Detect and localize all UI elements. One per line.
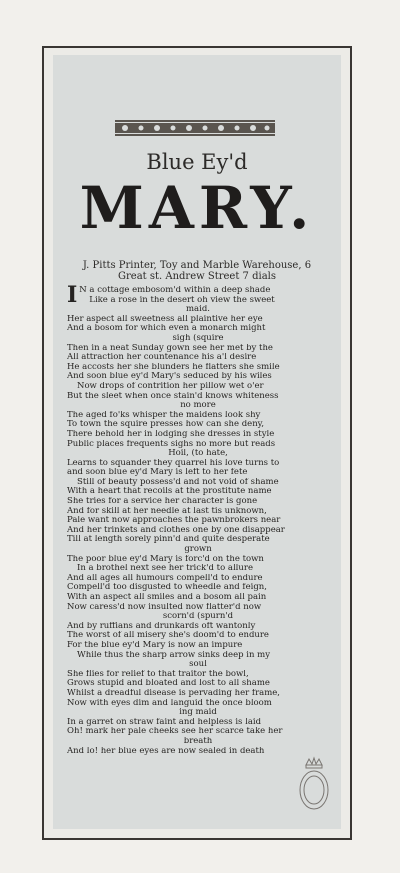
poem-line: scorn'd (spurn'd bbox=[162, 612, 234, 622]
poem-line: Compell'd too disgusted to wheedle and feign, bbox=[67, 583, 267, 593]
poem-line: In a brothel next see her trick'd to allure bbox=[77, 564, 253, 574]
poem-line: Her aspect all sweetness all plaintive her eye bbox=[67, 314, 263, 324]
poem-line: Pale want now approaches the pawnbrokers near bbox=[67, 516, 281, 526]
poem-line: And for skill at her needle at last tis unknown, bbox=[67, 506, 267, 516]
poem-line: Grows stupid and bloated and lost to all shame bbox=[67, 679, 270, 689]
poem-line: Then in a neat Sunday gown see her met by the bbox=[67, 343, 273, 353]
poem-line: There behold her in lodging she dresses in style bbox=[67, 429, 275, 439]
poem-line: The poor blue ey'd Mary is forc'd on the town bbox=[67, 554, 264, 564]
poem-line: With a heart that recoils at the prostitute name bbox=[67, 487, 272, 497]
imprint-line-1: J. Pitts Printer, Toy and Marble Warehouse, 6 bbox=[82, 260, 312, 271]
title-subheading: Blue Ey'd bbox=[146, 150, 248, 174]
poem-line: grown bbox=[184, 545, 212, 555]
drop-cap: I bbox=[67, 282, 78, 308]
poem-line: N a cottage embosom'd within a deep shade bbox=[79, 286, 271, 295]
printer-imprint bbox=[59, 260, 335, 282]
poem-line: And lo! her blue eyes are now sealed in death bbox=[67, 746, 265, 756]
poem-line: All attraction her countenance his a'l desire bbox=[67, 353, 257, 363]
poem-line: The worst of all misery she's doom'd to endure bbox=[67, 631, 269, 641]
poem-line: breath bbox=[183, 736, 213, 746]
poem-line: And a bosom for which even a monarch might bbox=[67, 324, 266, 334]
poem-line: To town the squire presses how can she deny, bbox=[67, 420, 265, 430]
poem-line: And her trinkets and clothes one by one disappear bbox=[67, 525, 285, 535]
poem-line: Hoil, (to hate, bbox=[168, 449, 228, 459]
poem-line: While thus the sharp arrow sinks deep in my bbox=[77, 650, 271, 660]
poem-line: He accosts her she blunders he flatters she smile bbox=[67, 362, 280, 372]
poem-line: sigh (squire bbox=[172, 333, 224, 343]
poem-line: Oh! mark her pale cheeks see her scarce take her bbox=[67, 727, 283, 737]
poem-line: She tries for a service her character is gone bbox=[67, 497, 258, 507]
poem-line: She flies for relief to that traitor the bowl, bbox=[67, 669, 249, 679]
poem-line: And soon blue ey'd Mary's seduced by his wiles bbox=[67, 372, 272, 382]
poem-line: Now with eyes dim and languid the once bloom bbox=[67, 698, 272, 708]
title-main: MARY. bbox=[79, 174, 315, 242]
poem-line: Whilst a dreadful disease is pervading her frame, bbox=[67, 688, 280, 698]
poem-line: Public places frequents sighs no more but reads bbox=[67, 439, 276, 449]
poem-line: For the blue ey'd Mary is now an impure bbox=[67, 640, 243, 650]
poem-line: Now drops of contrition her pillow wet o'er bbox=[77, 381, 264, 391]
poem-line: ing maid bbox=[179, 708, 217, 718]
poem-line: And by ruffians and drunkards oft wantonly bbox=[67, 621, 256, 631]
poem-line: Still of beauty possess'd and not void of shame bbox=[77, 477, 279, 487]
poem-line: And all ages all humours compell'd to endure bbox=[67, 573, 263, 583]
poem-line: In a garret on straw faint and helpless is laid bbox=[67, 717, 262, 727]
poem-line: Now caress'd now insulted now flatter'd now bbox=[67, 602, 262, 612]
decorative-ornament-bar bbox=[115, 120, 275, 136]
imprint-line-2: Great st. Andrew Street 7 dials bbox=[118, 271, 276, 282]
poem-line: Like a rose in the desert oh view the sweet bbox=[89, 295, 275, 305]
poem-line: But the sleet when once stain'd knows whiteness bbox=[67, 391, 279, 401]
poem-line: and soon blue ey'd Mary is left to her fete bbox=[67, 468, 248, 478]
poem-line: no more bbox=[180, 401, 216, 411]
mount-frame bbox=[42, 46, 352, 840]
poem-line: Till at length sorely pinn'd and quite desperate bbox=[67, 535, 270, 545]
poem-line: maid. bbox=[186, 305, 210, 315]
poem-line: With an aspect all smiles and a bosom all pain bbox=[67, 593, 267, 602]
broadside-sheet bbox=[53, 55, 341, 829]
poem-line: Learns to squander they quarrel his love turns to bbox=[67, 458, 280, 468]
poem-body bbox=[67, 282, 329, 756]
poem-line: soul bbox=[189, 660, 207, 670]
poem-line: The aged fo'ks whisper the maidens look shy bbox=[67, 410, 261, 420]
library-stamp-icon bbox=[297, 755, 331, 811]
